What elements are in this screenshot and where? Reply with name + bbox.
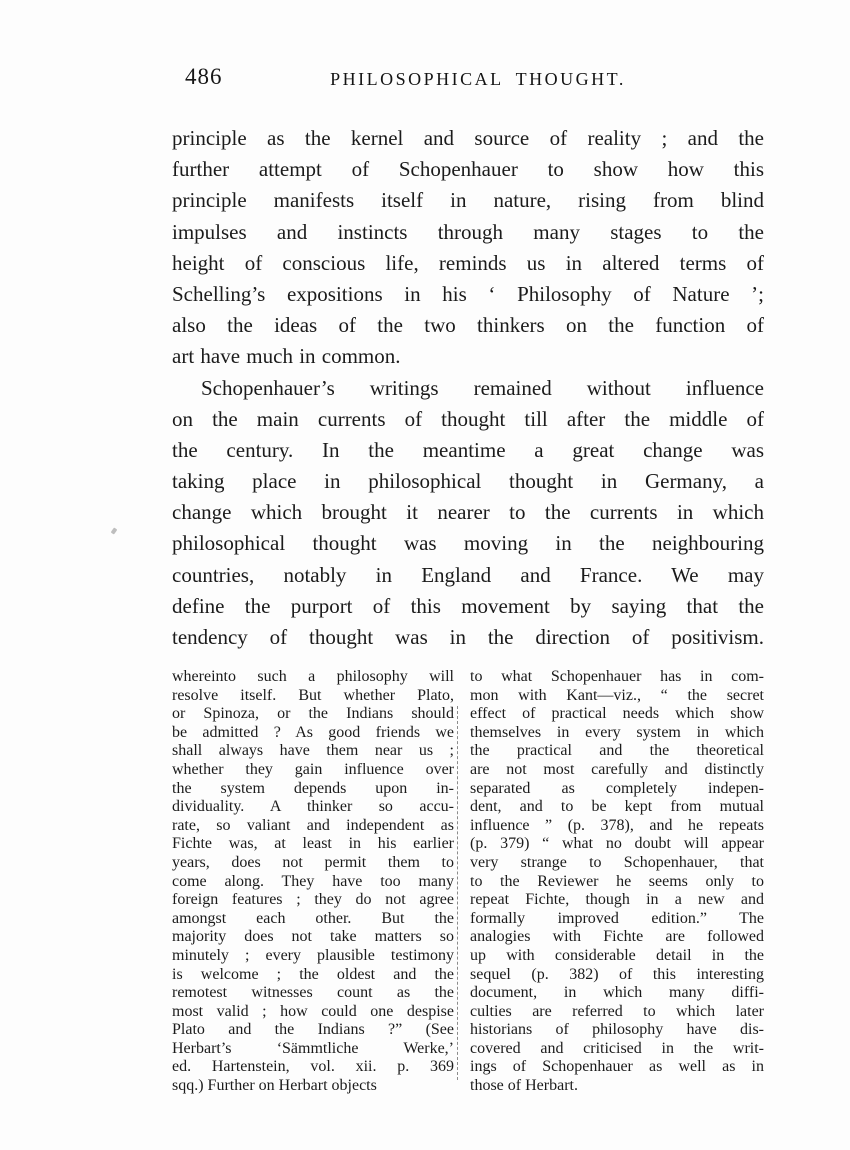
text-line: height of conscious life, reminds us in altered terms of xyxy=(172,250,764,275)
main-text xyxy=(172,123,764,653)
text-line: dividuality. A thinker so accu- xyxy=(172,798,454,816)
text-line: those of Herbart. xyxy=(470,1077,578,1095)
text-line: come along. They have too many xyxy=(172,872,454,890)
text-line: repeat Fichte, though in a new and xyxy=(470,891,764,909)
text-line: tendency of thought was in the direction of positivism. xyxy=(172,625,764,649)
text-line: philosophical thought was moving in the neighbouring xyxy=(172,531,764,556)
text-line: minutely ; every plausible testimony xyxy=(172,946,454,964)
text-line: document, in which many diffi- xyxy=(470,984,764,1002)
text-line: (p. 379) “ what no doubt will appear xyxy=(470,835,764,853)
text-line: years, does not permit them to xyxy=(172,853,454,871)
running-title: PHILOSOPHICAL THOUGHT. xyxy=(330,69,626,89)
footnotes xyxy=(172,668,764,1096)
text-line: the century. In the meantime a great change was xyxy=(172,437,764,462)
text-line: shall always have them near us ; xyxy=(172,742,454,760)
text-line: the practical and the theoretical xyxy=(470,742,764,760)
text-line: is welcome ; the oldest and the xyxy=(172,965,454,983)
scan-artifact-speck xyxy=(111,527,118,534)
text-line: ed. Hartenstein, vol. xii. p. 369 xyxy=(172,1058,454,1076)
text-line: foreign features ; they do not agree xyxy=(172,891,454,909)
text-line: most valid ; how could one despise xyxy=(172,1002,454,1020)
text-line: to the Reviewer he seems only to xyxy=(470,872,764,890)
text-line: separated as completely indepen- xyxy=(470,779,764,797)
text-line: further attempt of Schopenhauer to show how this xyxy=(172,157,764,182)
text-line: are not most carefully and distinctly xyxy=(470,760,764,778)
text-line: change which brought it nearer to the currents in which xyxy=(172,500,764,525)
text-line: mon with Kant—viz., “ the secret xyxy=(470,686,764,704)
text-line: to what Schopenhauer has in com- xyxy=(470,668,764,685)
text-line: amongst each other. But the xyxy=(172,909,454,927)
text-line: Fichte was, at least in his earlier xyxy=(172,835,454,853)
text-line: themselves in every system in which xyxy=(470,723,764,741)
text-line: Herbart’s ‘Sämmtliche Werke,’ xyxy=(172,1039,454,1057)
text-line: define the purport of this movement by saying that the xyxy=(172,593,764,618)
text-line: historians of philosophy have dis- xyxy=(470,1021,764,1039)
footnote-column-right xyxy=(470,668,764,1096)
text-line: taking place in philosophical thought in Germany, a xyxy=(172,469,764,494)
text-line: remotest witnesses count as the xyxy=(172,984,454,1002)
text-line: dent, and to be kept from mutual xyxy=(470,798,764,816)
footnote-column-left xyxy=(172,668,454,1096)
text-line: sequel (p. 382) of this interesting xyxy=(470,965,764,983)
text-line: ings of Schopenhauer as well as in xyxy=(470,1058,764,1076)
text-line: the system depends upon in- xyxy=(172,779,454,797)
text-line: art have much in common. xyxy=(172,344,401,369)
text-line: whether they gain influence over xyxy=(172,760,454,778)
text-line: principle as the kernel and source of reality ; and the xyxy=(172,126,764,150)
text-line: analogies with Fichte are followed xyxy=(470,928,764,946)
text-line: Plato and the Indians ?” (See xyxy=(172,1021,454,1039)
text-line: on the main currents of thought till after the middle of xyxy=(172,406,764,431)
text-line: culties are referred to which later xyxy=(470,1002,764,1020)
text-line: very strange to Schopenhauer, that xyxy=(470,853,764,871)
text-line: principle manifests itself in nature, rising from blind xyxy=(172,188,764,213)
text-line: covered and criticised in the writ- xyxy=(470,1039,764,1057)
text-line: resolve itself. But whether Plato, xyxy=(172,686,454,704)
text-line: majority does not take matters so xyxy=(172,928,454,946)
text-line: up with considerable detail in the xyxy=(470,946,764,964)
page-number: 486 xyxy=(185,64,223,89)
column-divider xyxy=(457,706,458,1080)
text-line: whereinto such a philosophy will xyxy=(172,668,454,685)
text-line: be admitted ? As good friends we xyxy=(172,723,454,741)
text-line: Schopenhauer’s writings remained without influence xyxy=(201,375,764,400)
text-line: impulses and instincts through many stages to the xyxy=(172,219,764,244)
text-line: or Spinoza, or the Indians should xyxy=(172,705,454,723)
text-line: countries, notably in England and France. We may xyxy=(172,562,764,587)
text-line: influence ” (p. 378), and he repeats xyxy=(470,816,764,834)
text-line: also the ideas of the two thinkers on the function of xyxy=(172,313,764,338)
text-line: Schelling’s expositions in his ‘ Philosophy of Nature ’; xyxy=(172,281,764,306)
text-line: formally improved edition.” The xyxy=(470,909,764,927)
text-line: effect of practical needs which show xyxy=(470,705,764,723)
text-line: sqq.) Further on Herbart objects xyxy=(172,1077,377,1095)
text-line: rate, so valiant and independent as xyxy=(172,816,454,834)
